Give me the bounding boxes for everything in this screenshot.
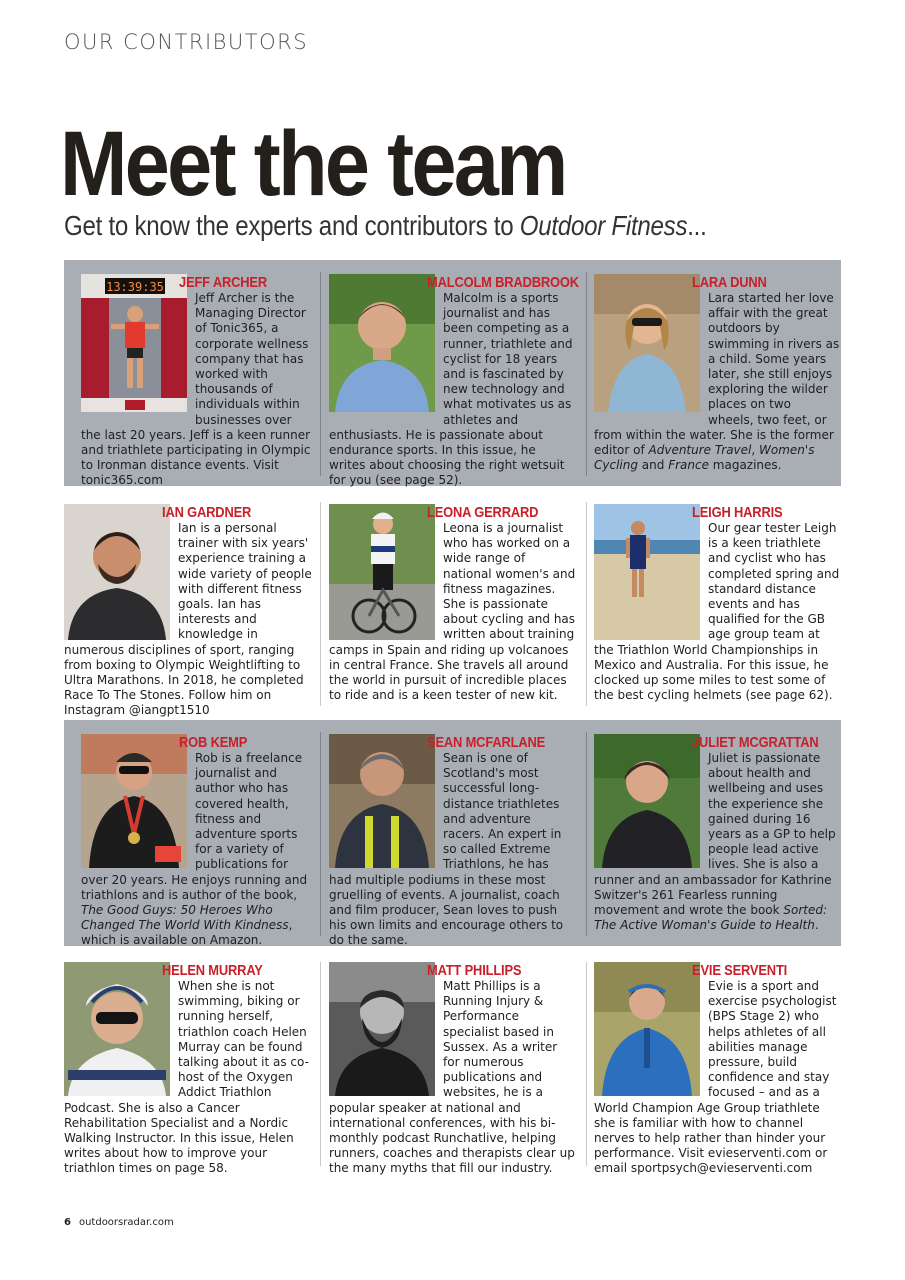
contributor-bio: Our gear tester Leigh is a keen triathlete and cyclist who has completed spring and standard distance events and has qualified for the GB age group team at the Triathlon World Championships in Mexico and Australia. For this issue, he clocked up some miles to test some of the best cycling helmets (see page 62).	[594, 521, 840, 703]
contributor-bio: Malcolm is a sports journalist and has been competing as a runner, triathlete and cyclist for 18 years and is fascinated by new technology and what motivates us as athletes and enthusiasts. He is passionate about endurance sports. In this issue, he writes about choosing the right wetsuit for you (see page 52).	[329, 291, 573, 488]
bio-text: magazines.	[708, 458, 782, 473]
column-divider	[320, 732, 321, 936]
contributor-card-leigh-harris	[594, 504, 840, 703]
contributor-name: HELEN MURRAY	[162, 962, 263, 979]
contributor-photo-malcolm-bradbrook	[329, 274, 435, 412]
column-divider	[320, 502, 321, 706]
contributor-card-matt-phillips	[329, 962, 575, 1177]
column-divider	[586, 502, 587, 706]
contributor-photo-leigh-harris	[594, 504, 700, 640]
column-divider	[586, 732, 587, 936]
page-number: 6	[64, 1217, 71, 1228]
site-name: outdoorsradar.com	[78, 1217, 174, 1228]
bio-text: .	[814, 918, 819, 933]
column-divider	[586, 962, 587, 1166]
contributor-bio: When she is not swimming, biking or running herself, triathlon coach Helen Murray can be found talking about it as co-host of the Oxygen Addict Triathlon Podcast. She is also a Cancer Rehabilitation Specialist and a Nordic Walking Instructor. In this issue, Helen writes about how to improve your triathlon times on page 58.	[64, 979, 309, 1176]
section-label: OUR CONTRIBUTORS	[64, 30, 309, 54]
magazine-title: Adventure Travel	[648, 443, 752, 458]
subtitle-text: Get to know the experts and contributors to	[64, 210, 520, 241]
contributor-card-rob-kemp	[81, 734, 313, 949]
contributor-photo-lara-dunn	[594, 274, 700, 412]
contributor-card-evie-serventi	[594, 962, 842, 1177]
contributor-photo-jeff-archer	[81, 274, 187, 412]
subtitle-magazine-name: Outdoor Fitness	[519, 210, 688, 241]
contributor-bio: Evie is a sport and exercise psychologist (BPS Stage 2) who helps athletes of all abilities manage pressure, build confidence and stay focused – and as a World Champion Age Group triathlete she is familiar with how to channel nerves to help rather than hinder your performance. Visit evieserventi.com or email sportpsych@evieserventi.com	[594, 979, 837, 1176]
contributor-name: ROB KEMP	[179, 734, 248, 751]
page-footer	[64, 1217, 174, 1228]
contributor-bio: Leona is a journalist who has worked on a wide range of national women's and fitness magazines. She is passionate about cycling and has written about training camps in Spain and riding up volcanoes in central France. She travels all around the world in pursuit of incredible places to ride and is a keen tester of new kit.	[329, 521, 576, 703]
book-title: Sorted: The Active Woman's Guide to Health	[594, 903, 828, 933]
bio-text: Lara started her love affair with the great outdoors by swimming in rivers as a child. Some years later, she still enjoys exploring the wilder places on two wheels, two feet, or from within the water. She is the former editor of	[594, 291, 840, 458]
contributor-card-helen-murray	[64, 962, 312, 1177]
contributor-name: LEIGH HARRIS	[692, 504, 783, 521]
contributor-name: MATT PHILLIPS	[427, 962, 522, 979]
book-title: The Good Guys: 50 Heroes Who Changed The World With Kindness	[81, 903, 289, 933]
contributor-name: JULIET MCGRATTAN	[692, 734, 819, 751]
contributor-name: MALCOLM BRADBROOK	[427, 274, 579, 291]
magazine-title: Women's Cycling	[594, 443, 815, 473]
contributor-card-lara-dunn	[594, 274, 840, 473]
contributor-name: LARA DUNN	[692, 274, 767, 291]
bio-text: , which is available on Amazon.	[81, 918, 293, 948]
contributor-photo-sean-mcfarlane	[329, 734, 435, 868]
contributor-name: EVIE SERVENTI	[692, 962, 788, 979]
column-divider	[586, 272, 587, 476]
contributor-name: JEFF ARCHER	[179, 274, 267, 291]
contributor-photo-ian-gardner	[64, 504, 170, 640]
contributor-card-jeff-archer	[81, 274, 313, 489]
contributor-photo-rob-kemp	[81, 734, 187, 868]
page-title: Meet the team	[60, 113, 566, 215]
contributor-bio: Sean is one of Scotland's most successful long-distance triathletes and adventure racers. An expert in so called Extreme Triathlons, he has had multiple podiums in these most gruelling of events. A journalist, coach and film producer, Sean loves to push his own limits and encourage others to do the same.	[329, 751, 564, 948]
subtitle-ellipsis: ...	[687, 210, 707, 241]
contributor-card-malcolm-bradbrook	[329, 274, 579, 489]
contributor-name: SEAN MCFARLANE	[427, 734, 546, 751]
bio-text: ,	[751, 443, 760, 458]
finish-clock-text: 13:39:35	[106, 280, 164, 294]
bio-text: Juliet is passionate about health and wellbeing and uses the experience she gained during 16 years as a GP to help people lead active lives. She is also a runner and an ambassador for Kathrine Switzer's 261 Fearless running movement and wrote the book	[594, 751, 836, 918]
column-divider	[320, 962, 321, 1166]
contributor-name: IAN GARDNER	[162, 504, 252, 521]
contributor-bio: Matt Phillips is a Running Injury & Performance specialist based in Sussex. As a writer for numerous publications and websites, he is a popular speaker at national and international conferences, with his bi-monthly podcast Runchatlive, helping runners, coaches and therapists clear up the many myths that fill our industry.	[329, 979, 575, 1176]
contributor-photo-matt-phillips	[329, 962, 435, 1096]
contributor-bio: Ian is a personal trainer with six years' experience training a wide variety of people with different fitness goals. Ian has interests and knowledge in numerous disciplines of sport, ranging from boxing to Olympic Weightlifting to Ultra Marathons. In 2018, he completed Race To The Stones. Follow him on Instagram @iangpt1510	[64, 521, 312, 718]
contributor-photo-helen-murray	[64, 962, 170, 1096]
contributor-bio: Jeff Archer is the Managing Director of Tonic365, a corporate wellness company that has worked with thousands of individuals within businesses over the last 20 years. Jeff is a keen runner and triathlete participating in Olympic to Ironman distance events. Visit tonic365.com	[81, 291, 311, 488]
contributor-card-ian-gardner	[64, 504, 312, 719]
contributor-card-sean-mcfarlane	[329, 734, 575, 949]
magazine-title: France	[668, 458, 709, 473]
page-subtitle	[64, 210, 707, 242]
column-divider	[320, 272, 321, 476]
contributor-card-leona-gerrard	[329, 504, 577, 703]
bio-text: Rob is a freelance journalist and author who has covered health, fitness and adventure sports for a variety of publications for over 20 years. He enjoys running and triathlons and is author of the book,	[81, 751, 308, 902]
contributor-name: LEONA GERRARD	[427, 504, 539, 521]
contributor-card-juliet-mcgrattan	[594, 734, 840, 933]
contributor-photo-leona-gerrard	[329, 504, 435, 640]
contributor-photo-evie-serventi	[594, 962, 700, 1096]
bio-text: and	[637, 458, 669, 473]
contributor-photo-juliet-mcgrattan	[594, 734, 700, 868]
